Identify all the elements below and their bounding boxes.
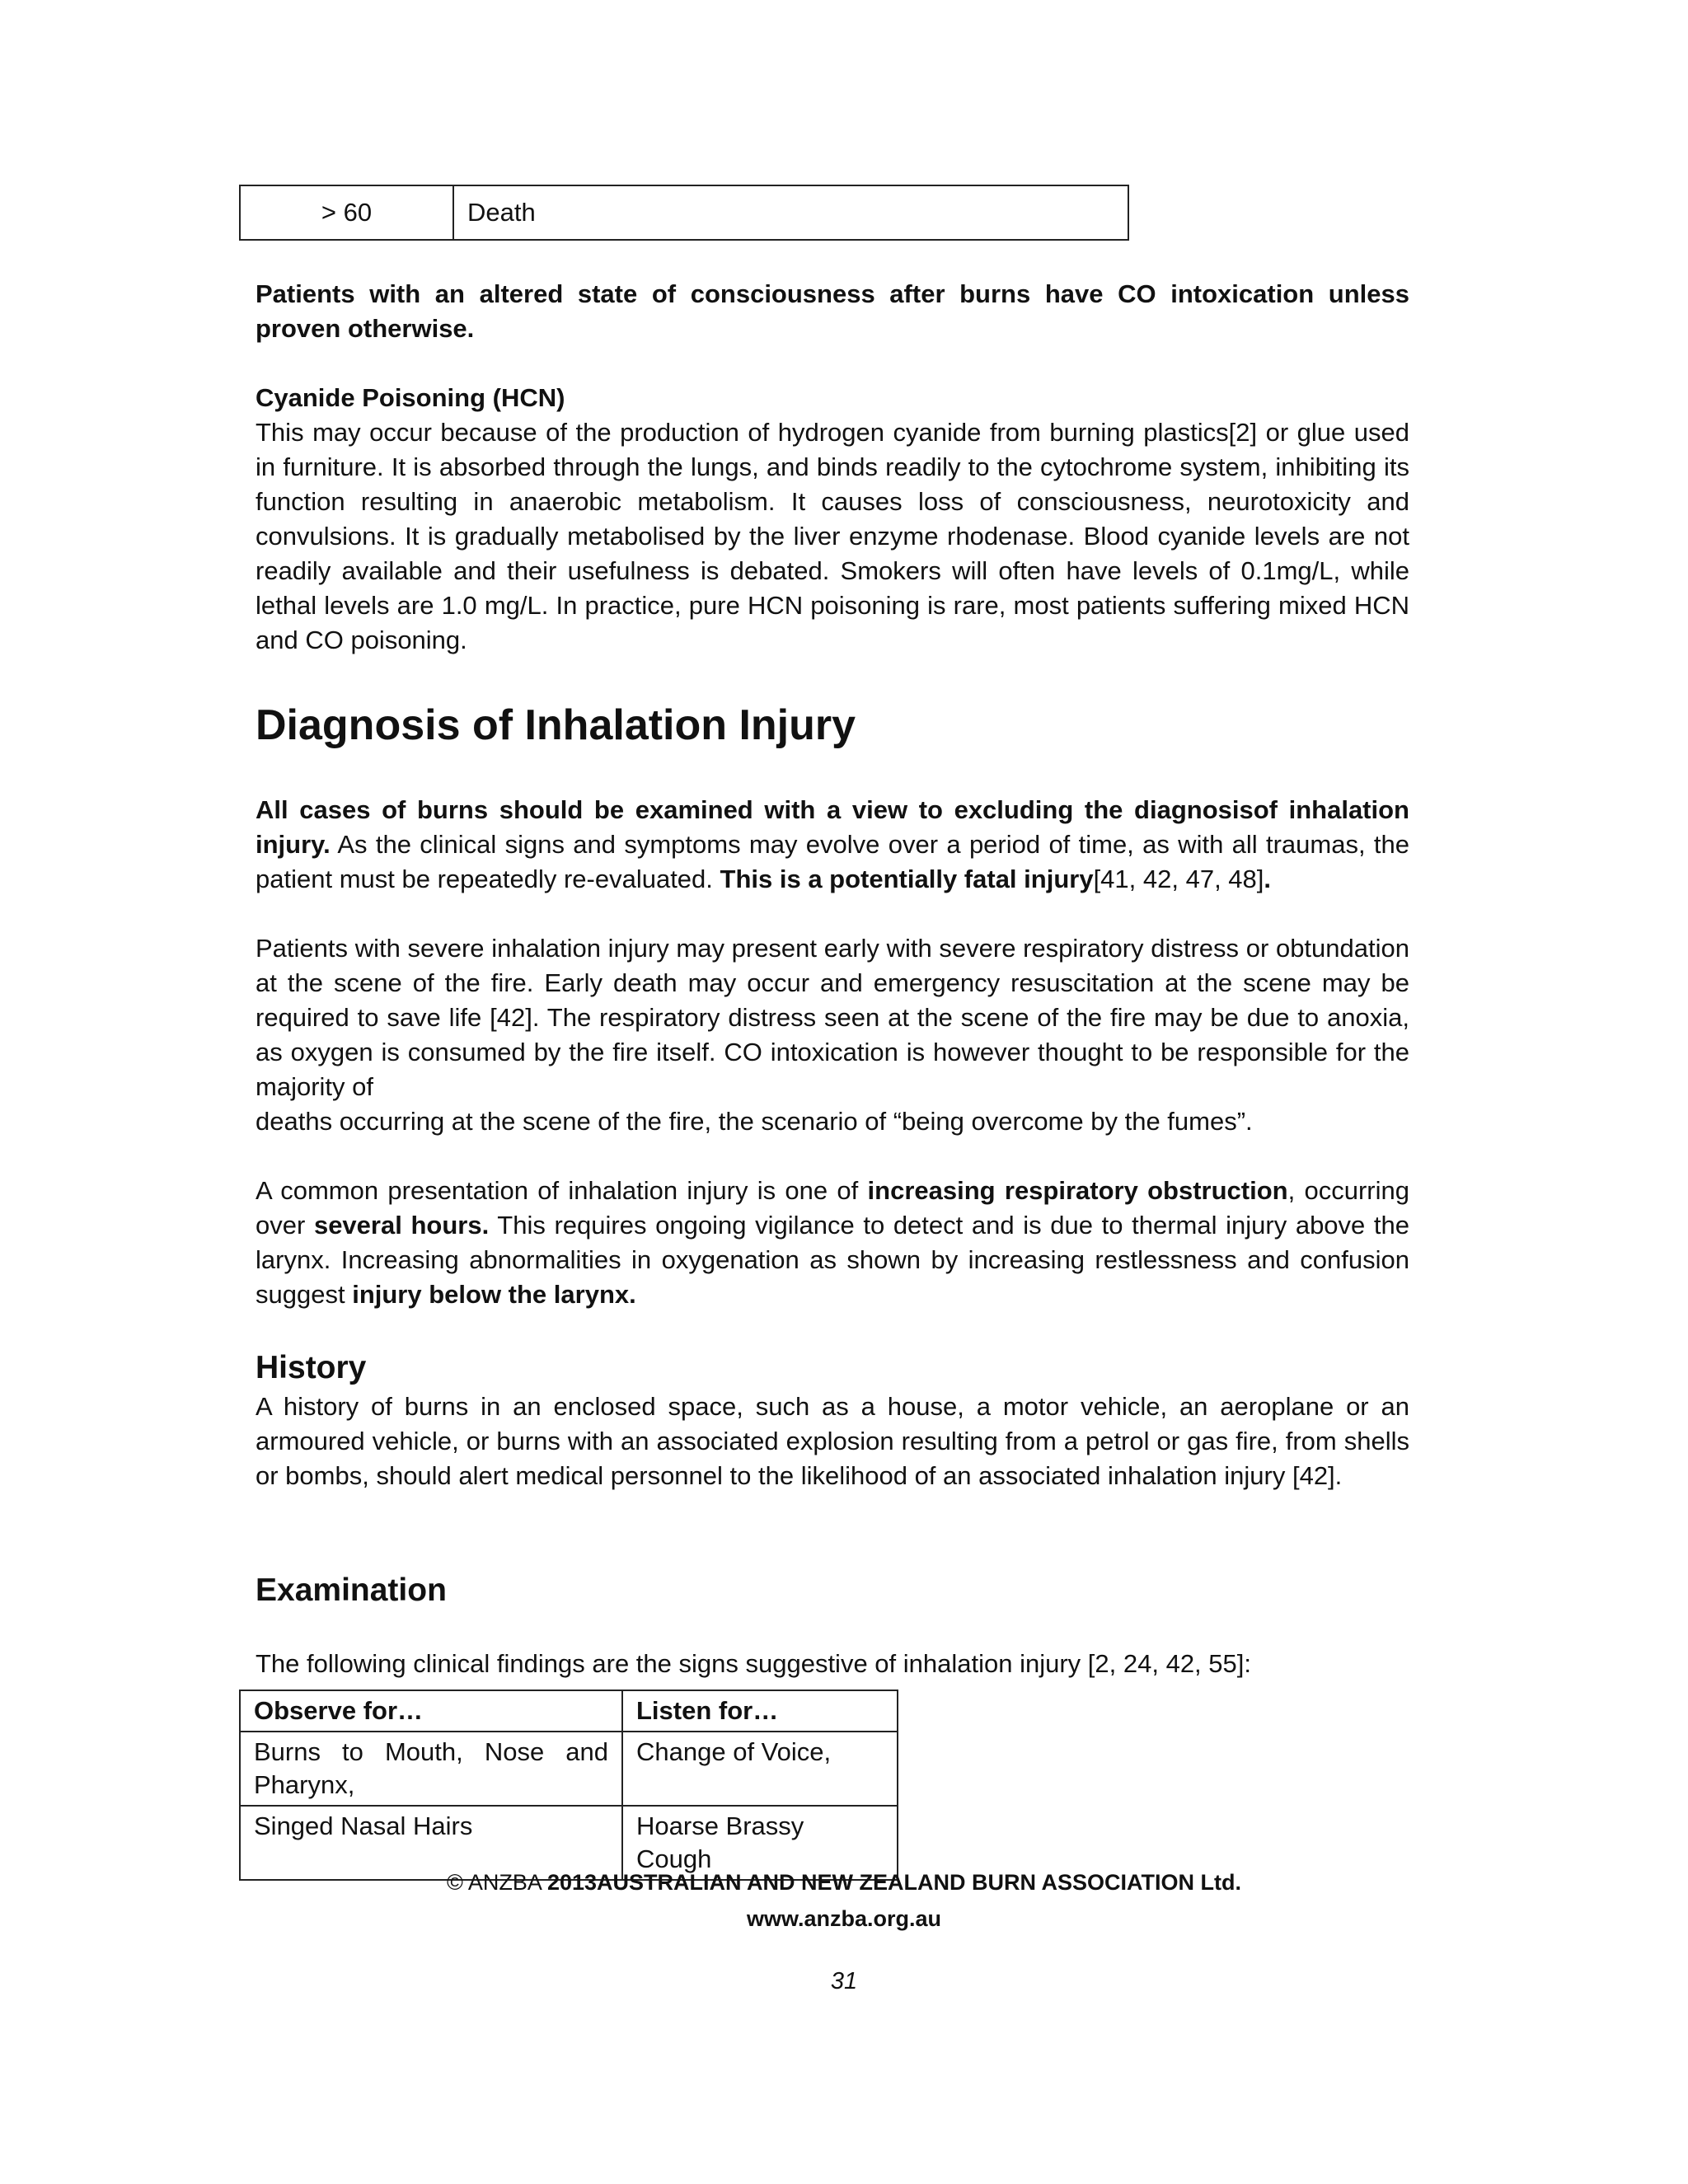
table-cell: Singed Nasal Hairs xyxy=(240,1806,622,1880)
diagnosis-paragraph-2b: deaths occurring at the scene of the fire, the scenario of “being overcome by the fumes”. xyxy=(256,1107,1253,1136)
column-header-listen: Listen for… xyxy=(622,1690,898,1732)
table-cell: Hoarse Brassy Cough xyxy=(622,1806,898,1880)
table-header-row xyxy=(240,1690,898,1732)
column-header-observe: Observe for… xyxy=(240,1690,622,1732)
examination-intro: The following clinical findings are the signs suggestive of inhalation injury [2, 24, 42, 55]: xyxy=(256,1649,1251,1678)
examination-heading: Examination xyxy=(256,1572,447,1608)
examination-signs-table xyxy=(239,1690,898,1881)
diagnosis-p3-text1: A common presentation of inhalation injury is one of xyxy=(256,1176,868,1205)
footer-copyright xyxy=(0,1864,1688,1900)
diagnosis-p1-bold2: This is a potentially fatal injury xyxy=(720,865,1094,893)
diagnosis-paragraph-2a: Patients with severe inhalation injury may present early with severe respiratory distress or obtundation at the scene of the fire. Early death may occur and emergency resuscitation at the scene may be required to save life [42]. The respiratory distress seen at the scene of the fire may be due to anoxia, as oxygen is consumed by the fire itself. CO intoxication is however thought to be responsible for the majority of xyxy=(256,934,1409,1101)
diagnosis-p3-bold3: injury below the larynx. xyxy=(352,1280,636,1309)
co-effect-cell: Death xyxy=(453,185,1128,240)
table-cell: Burns to Mouth, Nose and Pharynx, xyxy=(240,1732,622,1806)
history-heading: History xyxy=(256,1350,367,1385)
diagnosis-heading: Diagnosis of Inhalation Injury xyxy=(256,701,856,749)
co-warning-paragraph: Patients with an altered state of consciousness after burns have CO intoxication unless proven otherwise. xyxy=(256,279,1409,343)
diagnosis-paragraph-1 xyxy=(256,793,1409,897)
table-row xyxy=(240,1732,898,1806)
history-paragraph: A history of burns in an enclosed space, such as a house, a motor vehicle, an aeroplane or an armoured vehicle, or burns with an associated explosion resulting from a petrol or gas fire, from shells or bombs, should alert medical personnel to the likelihood of an associated inhalation injury [42]. xyxy=(256,1392,1409,1490)
co-levels-table-fragment xyxy=(239,185,1129,241)
diagnosis-paragraph-3 xyxy=(256,1174,1409,1312)
diagnosis-p3-bold1: increasing respiratory obstruction xyxy=(867,1176,1288,1205)
footer-copyright-org: 2013AUSTRALIAN AND NEW ZEALAND BURN ASSOCIATION Ltd. xyxy=(546,1870,1241,1895)
diagnosis-p3-text3: This requires ongoing vigilance to detect and is due to thermal injury above the larynx. Increasing abnormalities in oxygenation as shown by increasing restlessness and confusion suggest xyxy=(256,1211,1410,1309)
cyanide-paragraph: This may occur because of the production of hydrogen cyanide from burning plastics[2] or glue used in furniture. It is absorbed through the lungs, and binds readily to the cytochrome system, inhibiting its function resulting in anaerobic metabolism. It causes loss of consciousness, neurotoxicity and convulsions. It is gradually metabolised by the liver enzyme rhodenase. Blood cyanide levels are not readily available and their usefulness is debated. Smokers will often have levels of 0.1mg/L, while lethal levels are 1.0 mg/L. In practice, pure HCN poisoning is rare, most patients suffering mixed HCN and CO poisoning. xyxy=(256,418,1409,654)
footer-website: www.anzba.org.au xyxy=(746,1906,942,1931)
co-range-cell: > 60 xyxy=(240,185,453,240)
table-row xyxy=(240,185,1128,240)
diagnosis-p1-refs: [41, 42, 47, 48] xyxy=(1093,865,1264,893)
diagnosis-p3-text2: , occurring over xyxy=(256,1176,1409,1240)
table-cell: Change of Voice, xyxy=(622,1732,898,1806)
diagnosis-p1-text: As the clinical signs and symptoms may evolve over a period of time, as with all traumas, the patient must be repeatedly re-evaluated. xyxy=(256,830,1409,893)
diagnosis-p1-end: . xyxy=(1264,865,1272,893)
cyanide-heading: Cyanide Poisoning (HCN) xyxy=(256,383,565,412)
diagnosis-p3-bold2: several hours. xyxy=(313,1211,490,1240)
footer-copyright-prefix: © ANZBA xyxy=(447,1870,547,1895)
page-number: 31 xyxy=(830,1968,858,1994)
diagnosis-p1-bold: All cases of burns should be examined with a view to excluding the diagnosisof inhalation injury. xyxy=(256,795,1409,859)
